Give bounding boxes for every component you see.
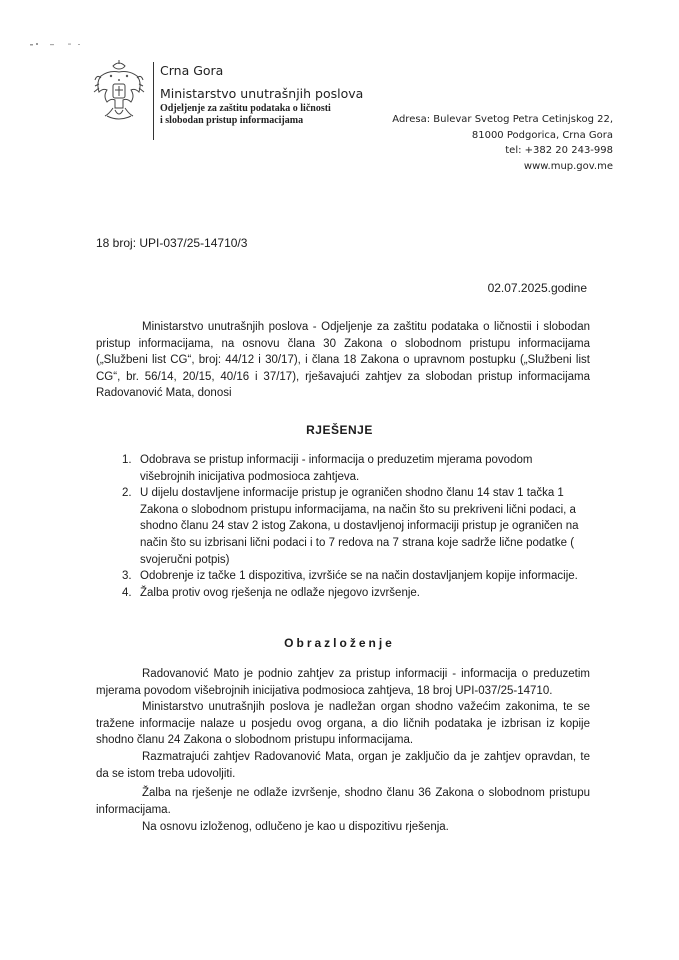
item-number: 1. xyxy=(122,454,132,466)
dispositive-item xyxy=(96,585,590,602)
dispositive-item xyxy=(96,568,590,585)
item-number: 3. xyxy=(122,570,132,583)
department-line-1: Odjeljenje za zaštitu podataka o ličnosti xyxy=(160,103,331,114)
item-text: Odobrava se pristup informaciji - informacija o preduzetim mjerama povodom višebrojnih inicijativa podmosioca zahtjeva. xyxy=(140,454,533,483)
dispositive-item xyxy=(96,485,590,568)
reasoning-paragraph: Ministarstvo unutrašnjih poslova je nadležan organ shodno važećim zakonima, te se tražene informacije nalaze u posjedu ovog organa, a dio ličnih podataka je izbrisan iz kopije shodno članu 24 Zakona o slobodnom pristupu informacijama. xyxy=(96,701,590,747)
scan-marks xyxy=(28,40,88,48)
decision-title: RJEŠENJE xyxy=(306,423,373,437)
item-text: Žalba protiv ovog rješenja ne odlaže njegovo izvršenje. xyxy=(140,586,420,599)
address-street: Adresa: Bulevar Svetog Petra Cetinjskog 22, xyxy=(392,114,613,125)
reasoning-paragraph: Na osnovu izloženog, odlučeno je kao u dispozitivu rješenja. xyxy=(142,821,449,833)
department-line-2: i slobodan pristup informacijama xyxy=(160,115,304,126)
header-divider xyxy=(153,62,154,140)
item-number: 4. xyxy=(122,586,132,599)
address-city: 81000 Podgorica, Crna Gora xyxy=(471,129,613,141)
item-text: U dijelu dostavljene informacije pristup je ograničen shodno članu 14 stav 1 tačka 1 Zakona o slobodnom pristupu informacijama, na način što su prekriveni lični podaci, a shodno članu 24 stav 2 istog Zakona, u dostavljenoj informaciji pristup je ograničen na način što su izbrisani lični podaci i to 7 redova na 7 strana koje sadrže lične podatke ( svojeručni potpis) xyxy=(140,487,579,566)
address-block xyxy=(392,112,613,174)
letterhead xyxy=(160,63,363,127)
dispositive-list xyxy=(96,452,590,601)
address-web: www.mup.gov.me xyxy=(523,160,613,172)
reference-number: 18 broj: UPI-037/25-14710/3 xyxy=(96,236,248,250)
document-date: 02.07.2025.godine xyxy=(487,281,587,295)
reasoning-paragraph: Žalba na rješenje ne odlaže izvršenje, shodno članu 36 Zakona o slobodnom pristupu informacijama. xyxy=(96,787,590,816)
country-name: Crna Gora xyxy=(160,63,224,78)
intro-paragraph: Ministarstvo unutrašnjih poslova - Odjeljenje za zaštitu podataka o ličnostii i slobodan pristup informacijama, na osnovu člana 30 Zakona o slobodnom pristupu informacijama („Službeni list CG“, broj: 44/12 i 30/17), i člana 18 Zakona o upravnom postupku („Službeni list CG“, br. 56/14, 20/15, 40/16 i 37/17), rješavajući zahtjev za slobodan pristup informacijama Radovanović Mata, donosi xyxy=(96,321,590,400)
item-number: 2. xyxy=(122,487,132,500)
reasoning-title: Obrazloženje xyxy=(284,636,395,650)
address-phone: tel: +382 20 243-998 xyxy=(505,145,613,156)
reasoning-paragraph: Razmatrajući zahtjev Radovanović Mata, organ je zaključio da je zahtjev opravdan, te da se istom treba udovoljiti. xyxy=(96,751,590,780)
ministry-name: Ministarstvo unutrašnjih poslova xyxy=(160,86,364,101)
dispositive-item xyxy=(96,452,590,485)
coat-of-arms-icon xyxy=(93,60,145,122)
item-text: Odobrenje iz tačke 1 dispozitiva, izvršiće se na način dostavljanjem kopije informacije. xyxy=(140,570,578,583)
reasoning-paragraph: Radovanović Mato je podnio zahtjev za pristup informaciji - informacija o preduzetim mjerama povodom višebrojnih inicijativa podmosioca zahtjeva, 18 broj UPI-037/25-14710. xyxy=(96,668,590,697)
